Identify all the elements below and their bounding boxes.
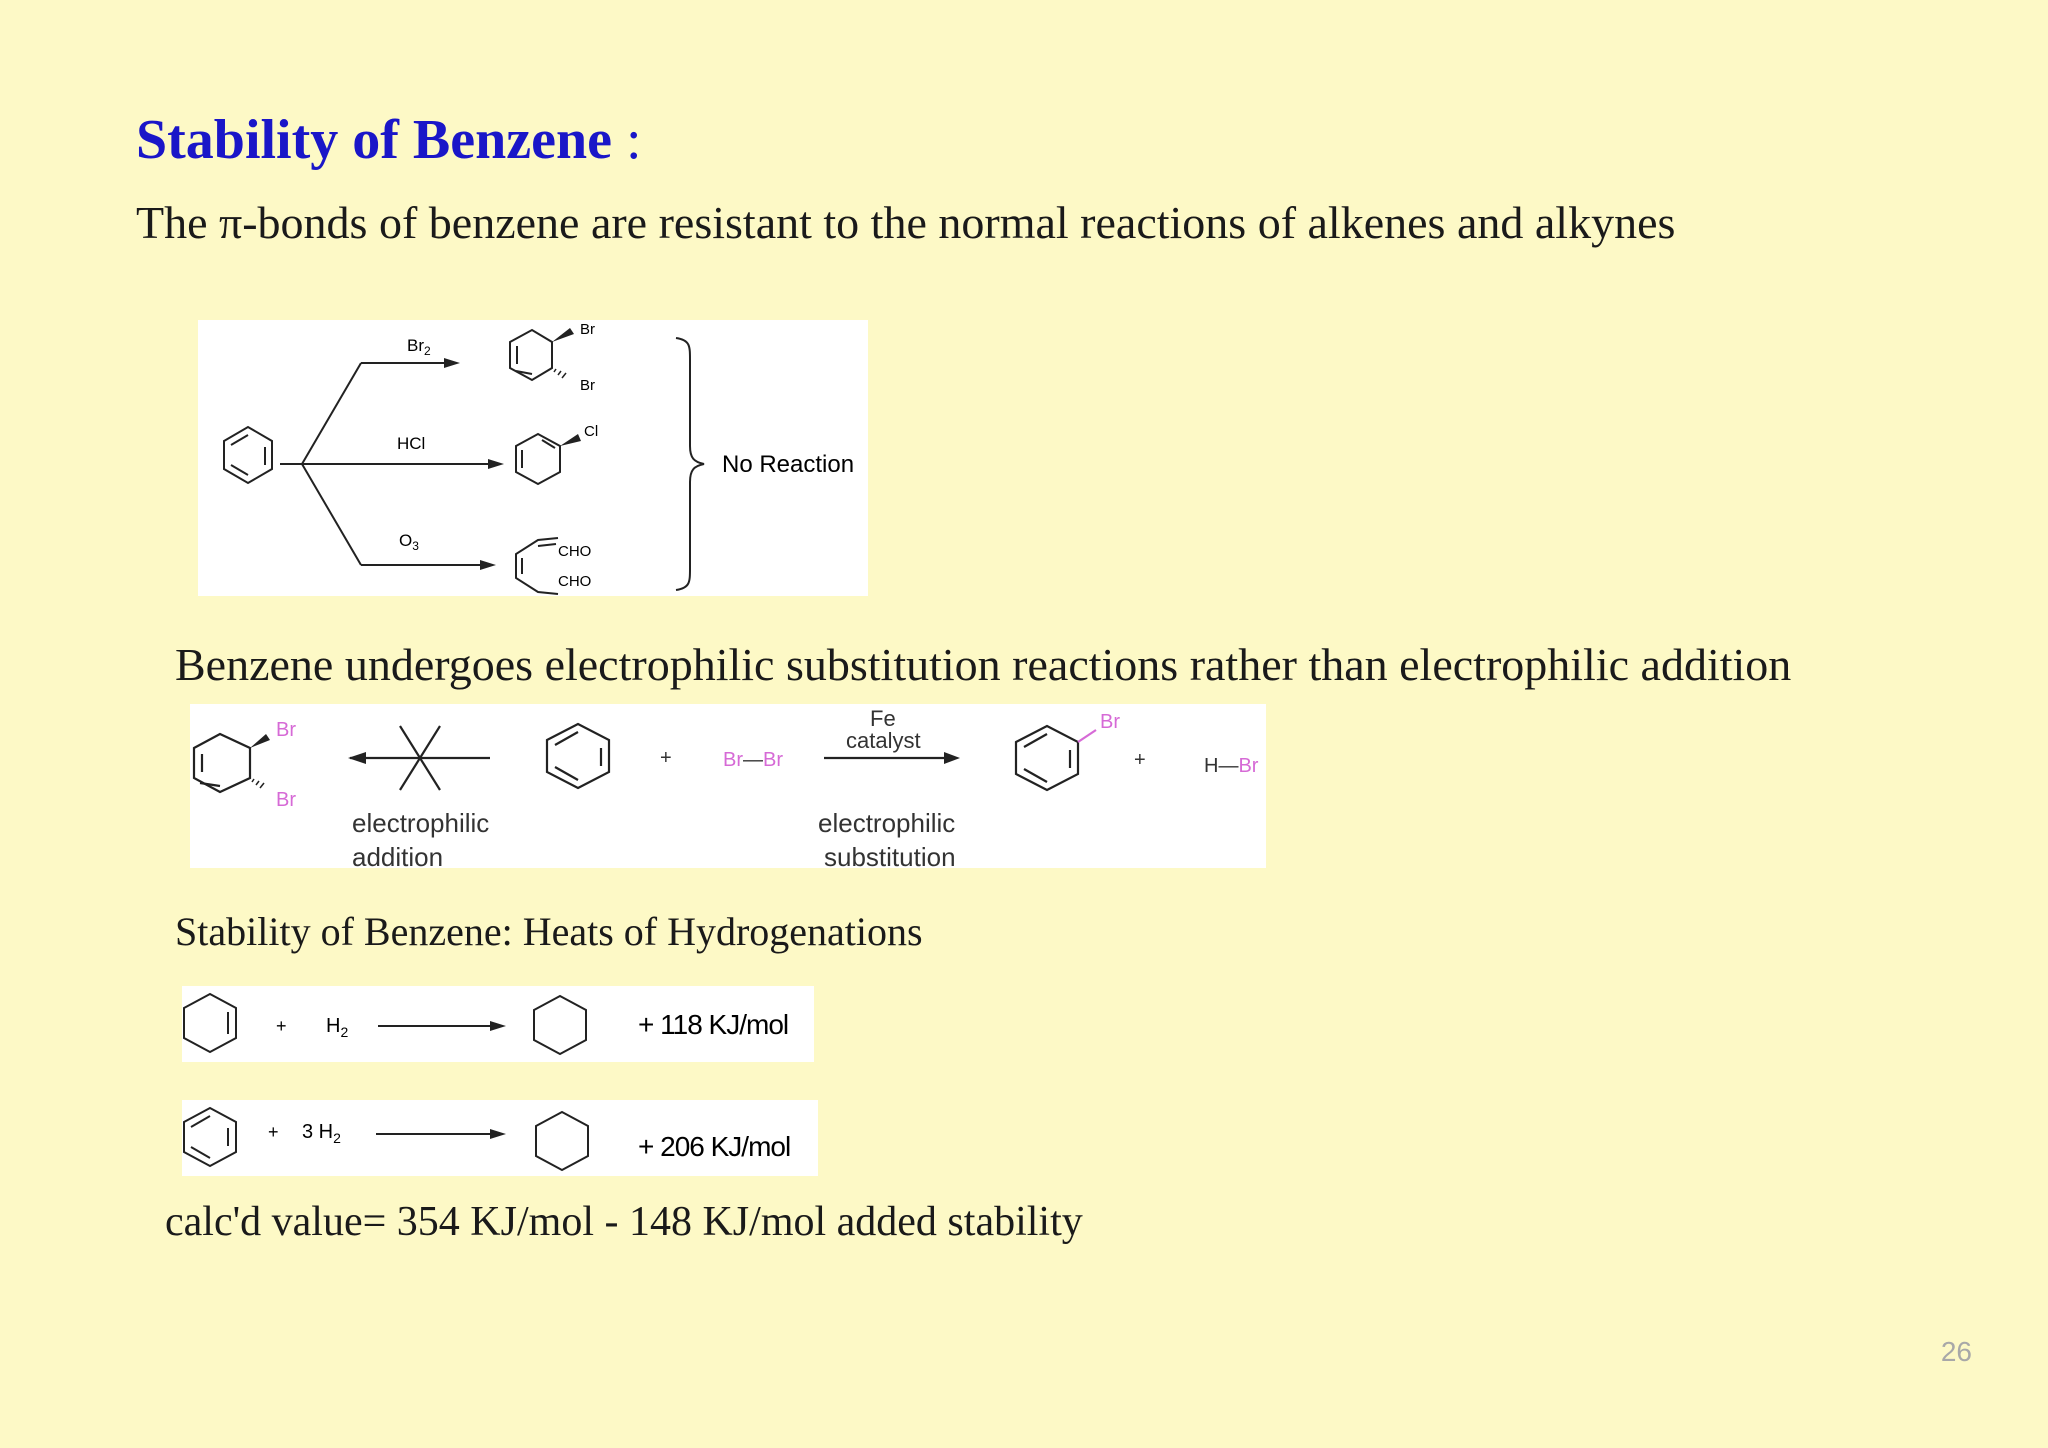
label-br-bottom: Br bbox=[580, 377, 595, 394]
hydrogenation-heading: Stability of Benzene: Heats of Hydrogenations bbox=[175, 909, 923, 954]
substitution-label-line1: electrophilic bbox=[818, 808, 956, 838]
cyclohexane-ring bbox=[534, 996, 586, 1054]
h2-reagent: $H_2$ bbox=[326, 1015, 349, 1040]
substitution-scheme bbox=[190, 704, 1266, 868]
hbr-product: H—Br bbox=[1204, 755, 1259, 777]
addition-reactions-scheme bbox=[198, 320, 868, 596]
reagent-o3: $O_3$ bbox=[399, 531, 419, 553]
label-cho-top: CHO bbox=[558, 543, 592, 560]
product-br-label: Br bbox=[1100, 711, 1120, 733]
catalyst-line2: catalyst bbox=[846, 728, 921, 753]
title-colon: : bbox=[611, 109, 642, 171]
substitution-diagram bbox=[190, 704, 1266, 868]
substitution-label-line2: substitution bbox=[824, 842, 956, 868]
hydrogenation-1-diagram bbox=[182, 986, 814, 1062]
cyclohexane-ring bbox=[536, 1112, 588, 1170]
plus-sign: + bbox=[276, 1016, 287, 1036]
intro-text: The π-bonds of benzene are resistant to the normal reactions of alkenes and alkynes bbox=[136, 197, 1676, 248]
br2-reagent: Br—Br bbox=[723, 749, 783, 771]
addition-label-line2: addition bbox=[352, 842, 444, 868]
hydrogenation-reaction-2 bbox=[182, 1100, 818, 1176]
page-number: 26 bbox=[1940, 1336, 1972, 1367]
no-reaction-label: No Reaction bbox=[722, 451, 855, 478]
plus-sign: + bbox=[268, 1122, 279, 1142]
label-cho-bottom: CHO bbox=[558, 573, 592, 590]
calculated-value-text: calc'd value= 354 KJ/mol - 148 KJ/mol added stability bbox=[165, 1199, 1083, 1245]
slide-title bbox=[136, 108, 642, 172]
addition-label-line1: electrophilic bbox=[352, 808, 490, 838]
label-br-top: Br bbox=[580, 321, 595, 338]
title-text: Stability of Benzene bbox=[136, 109, 612, 171]
substitution-statement: Benzene undergoes electrophilic substitution reactions rather than electrophilic addition bbox=[175, 639, 1792, 690]
heat-released: + 206 KJ/mol bbox=[638, 1131, 791, 1162]
plus-sign-2: + bbox=[1134, 749, 1146, 771]
reagent-hcl: HCl bbox=[397, 434, 426, 453]
benzene-reactant bbox=[547, 724, 609, 788]
catalyst-line1: Fe bbox=[870, 706, 896, 731]
hydrogenation-2-diagram bbox=[182, 1100, 818, 1176]
reagent-br2: $Br_2$ bbox=[407, 336, 431, 358]
hydrogenation-reaction-1 bbox=[182, 986, 814, 1062]
label-br-top: Br bbox=[276, 719, 296, 741]
3h2-reagent: 3 $H_2$ bbox=[302, 1121, 341, 1146]
heat-released: + 118 KJ/mol bbox=[638, 1009, 789, 1040]
label-br-bottom: Br bbox=[276, 789, 296, 811]
label-cl: Cl bbox=[584, 423, 599, 440]
plus-sign-1: + bbox=[660, 747, 672, 769]
bromobenzene-product bbox=[1016, 726, 1078, 790]
addition-reactions-diagram bbox=[198, 320, 868, 596]
